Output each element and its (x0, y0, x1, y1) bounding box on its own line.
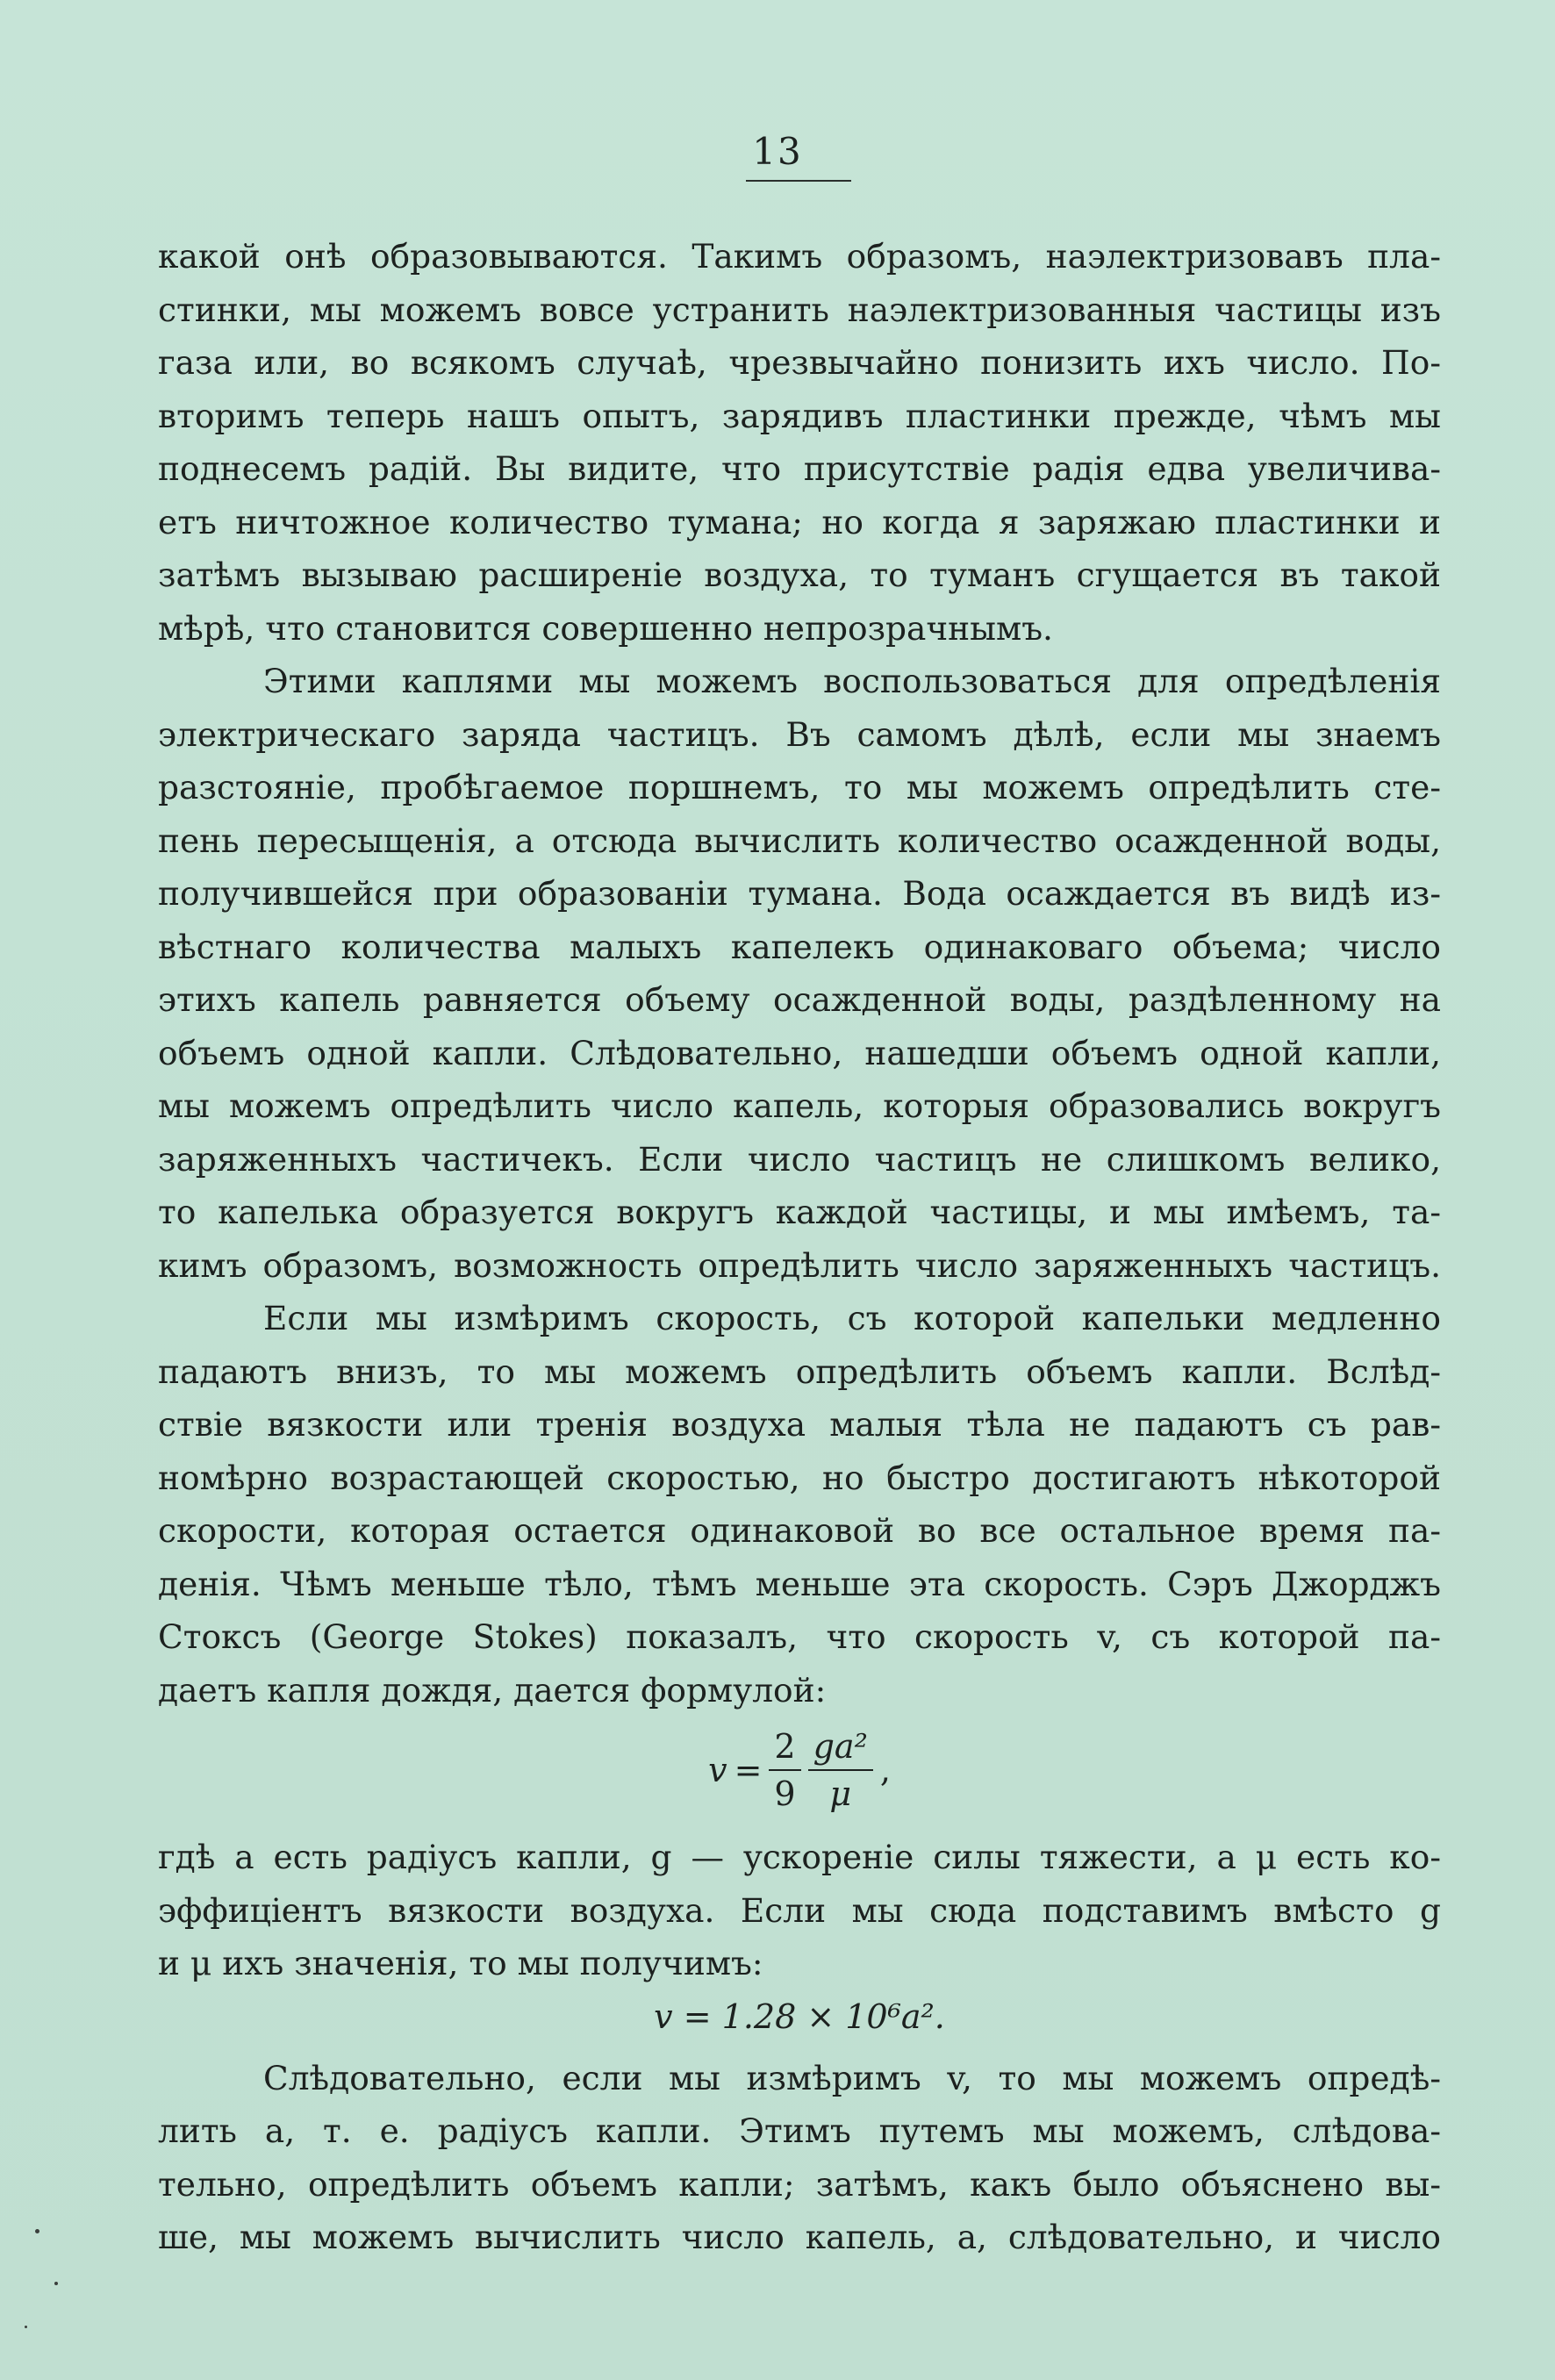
page-number: 13 (752, 130, 803, 173)
text-line: номѣрно возрастающей скоростью, но быстро достигаютъ нѣкоторой (158, 1458, 1441, 1497)
text-line: эффиціентъ вязкости воздуха. Если мы сюда подставимъ вмѣсто g (158, 1890, 1441, 1930)
text-line: скорости, которая остается одинаковой во все остальное время па- (158, 1511, 1441, 1550)
text-line: мѣрѣ, что становится совершенно непрозрачнымъ. (158, 608, 1053, 648)
text-line: затѣмъ вызываю расширеніе воздуха, то туманъ сгущается въ такой (158, 556, 1441, 594)
text-line: Слѣдовательно, если мы измѣримъ v, то мы можемъ опредѣ- (263, 2058, 1441, 2097)
paragraph-1 (158, 230, 1441, 655)
text-line: денія. Чѣмъ меньше тѣло, тѣмъ меньше эта скорость. Сэръ Джорджъ (158, 1564, 1441, 1603)
scan-speck (54, 2282, 58, 2285)
velocity-formula: v = 1.28 × 10⁶a². (654, 1996, 945, 2036)
text-line: поднесемъ радій. Вы видите, что присутствіе радія едва увеличива- (158, 449, 1441, 488)
text-line: электрическаго заряда частицъ. Въ самомъ дѣлѣ, если мы знаемъ (158, 714, 1441, 754)
text-line: падаютъ внизъ, то мы можемъ опредѣлить объемъ капли. Вслѣд- (158, 1351, 1441, 1391)
text-line: газа или, во всякомъ случаѣ, чрезвычайно понизить ихъ число. По- (158, 343, 1441, 382)
text-line: стинки, мы можемъ вовсе устранить наэлектризованныя частицы изъ (158, 290, 1441, 329)
text-line: заряженныхъ частичекъ. Если число частицъ не слишкомъ велико, (158, 1139, 1441, 1179)
text-line: и μ ихъ значенія, то мы получимъ: (158, 1944, 763, 1982)
formula-fraction (808, 1724, 873, 1817)
text-line: вѣстнаго количества малыхъ капелекъ одинаковаго объема; число (158, 927, 1441, 966)
text-line: получившейся при образованіи тумана. Вода осаждается въ видѣ из- (158, 874, 1441, 913)
text-line: Этими каплями мы можемъ воспользоваться для опредѣленія (263, 662, 1441, 700)
formula-comma: , (879, 1750, 891, 1789)
paragraph-5 (158, 2052, 1441, 2264)
text-line: гдѣ a есть радіусъ капли, g — ускореніе силы тяжести, а μ есть ко- (158, 1838, 1441, 1876)
text-line: то капелька образуется вокругъ каждой частицы, и мы имѣемъ, та- (158, 1193, 1441, 1231)
body-text (158, 230, 1441, 2264)
paragraph-2 (158, 655, 1441, 1292)
stokes-formula (158, 1717, 1441, 1831)
page-number-rule (746, 180, 851, 182)
formula-lhs: v (708, 1750, 727, 1789)
text-line: кимъ образомъ, возможность опредѣлить число заряженныхъ частицъ. (158, 1245, 1441, 1285)
text-line: Стоксъ (George Stokes) показалъ, что скорость v, съ которой па- (158, 1617, 1441, 1656)
formula-equals: = (734, 1750, 763, 1789)
formula-coefficient (769, 1724, 800, 1817)
text-line: ствіе вязкости или тренія воздуха малыя тѣла не падаютъ съ рав- (158, 1405, 1441, 1444)
coefficient-numerator: 2 (769, 1724, 800, 1771)
text-line: вторимъ теперь нашъ опытъ, зарядивъ пластинки прежде, чѣмъ мы (158, 396, 1441, 435)
text-line: етъ ничтожное количество тумана; но когда я заряжаю пластинки и (158, 502, 1441, 541)
text-line: пень пересыщенія, а отсюда вычислить количество осажденной воды, (158, 821, 1441, 860)
text-line: этихъ капель равняется объему осажденной воды, раздѣленному на (158, 980, 1441, 1019)
paragraph-4 (158, 1831, 1441, 1990)
text-line: объемъ одной капли. Слѣдовательно, нашедши объемъ одной капли, (158, 1033, 1441, 1072)
fraction-denominator: μ (829, 1774, 852, 1813)
paragraph-3 (158, 1292, 1441, 1717)
coefficient-denominator: 9 (774, 1774, 796, 1813)
text-line: тельно, опредѣлить объемъ капли; затѣмъ, какъ было объяснено вы- (158, 2164, 1441, 2204)
fraction-numerator: ga² (808, 1724, 873, 1771)
text-line: мы можемъ опредѣлить число капель, которыя образовались вокругъ (158, 1086, 1441, 1125)
text-line: ше, мы можемъ вычислить число капель, а, слѣдовательно, и число (158, 2218, 1441, 2256)
scan-speck (25, 2326, 27, 2328)
scan-speck (35, 2229, 39, 2233)
text-line: даетъ капля дождя, дается формулой: (158, 1670, 827, 1710)
text-line: разстояніе, пробѣгаемое поршнемъ, то мы можемъ опредѣлить сте- (158, 768, 1441, 806)
text-line: лить a, т. е. радіусъ капли. Этимъ путемъ мы можемъ, слѣдова- (158, 2111, 1441, 2150)
text-line: какой онѣ образовываются. Такимъ образомъ, наэлектризовавъ пла- (158, 237, 1441, 276)
text-line: Если мы измѣримъ скорость, съ которой капельки медленно (263, 1299, 1441, 1337)
